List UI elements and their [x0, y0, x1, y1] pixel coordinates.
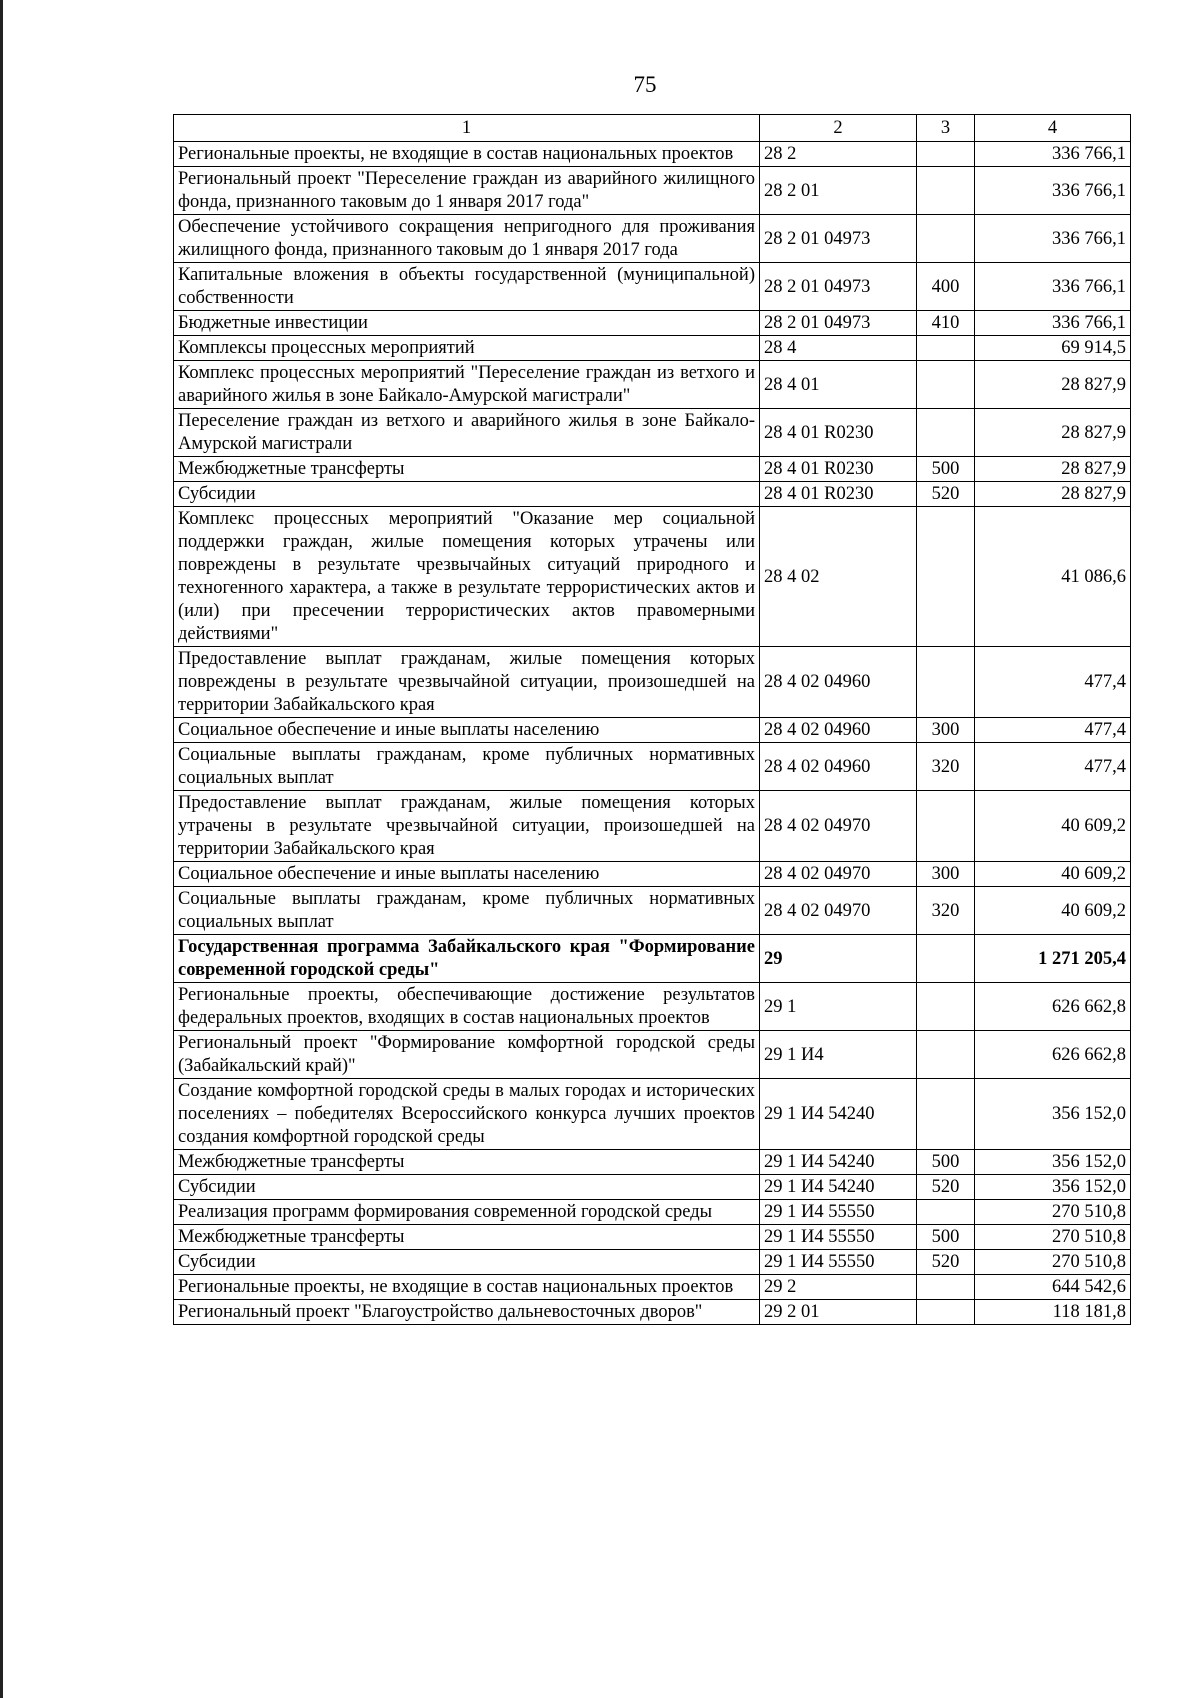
- row-sum-cell: 644 542,6: [975, 1275, 1131, 1300]
- row-code-cell: 28 2 01 04973: [760, 263, 917, 311]
- row-name-cell: Межбюджетные трансферты: [174, 1150, 760, 1175]
- table-row: [174, 482, 1131, 507]
- table-row: [174, 457, 1131, 482]
- row-sum-cell: 1 271 205,4: [975, 935, 1131, 983]
- table-row: [174, 507, 1131, 647]
- row-name-cell: Региональный проект "Переселение граждан из аварийного жилищного фонда, признанного таковым до 1 января 2017 года": [174, 167, 760, 215]
- row-code-cell: 28 2: [760, 142, 917, 167]
- row-expense-type-cell: [917, 1031, 975, 1079]
- row-expense-type-cell: 520: [917, 1250, 975, 1275]
- row-sum-cell: 28 827,9: [975, 482, 1131, 507]
- row-code-cell: 28 4 01 R0230: [760, 482, 917, 507]
- row-expense-type-cell: 320: [917, 743, 975, 791]
- scan-edge-line: [0, 0, 3, 1698]
- table-row: [174, 983, 1131, 1031]
- row-expense-type-cell: 500: [917, 457, 975, 482]
- table-row: [174, 142, 1131, 167]
- row-name-cell: Субсидии: [174, 482, 760, 507]
- row-sum-cell: 356 152,0: [975, 1175, 1131, 1200]
- row-sum-cell: 118 181,8: [975, 1300, 1131, 1325]
- row-sum-cell: 69 914,5: [975, 336, 1131, 361]
- row-name-cell: Социальное обеспечение и иные выплаты населению: [174, 718, 760, 743]
- row-expense-type-cell: [917, 336, 975, 361]
- row-code-cell: 28 4: [760, 336, 917, 361]
- row-sum-cell: 336 766,1: [975, 263, 1131, 311]
- row-code-cell: 29: [760, 935, 917, 983]
- row-name-cell: Обеспечение устойчивого сокращения непригодного для проживания жилищного фонда, признанного таковым до 1 января 2017 года: [174, 215, 760, 263]
- table-body: [174, 142, 1131, 1325]
- row-name-cell: Социальные выплаты гражданам, кроме публичных нормативных социальных выплат: [174, 887, 760, 935]
- row-name-cell: Предоставление выплат гражданам, жилые помещения которых повреждены в результате чрезвычайной ситуации, произошедшей на территории Забайкальского края: [174, 647, 760, 718]
- row-code-cell: 29 1: [760, 983, 917, 1031]
- row-sum-cell: 626 662,8: [975, 1031, 1131, 1079]
- row-name-cell: Межбюджетные трансферты: [174, 457, 760, 482]
- row-expense-type-cell: [917, 409, 975, 457]
- row-name-cell: Социальные выплаты гражданам, кроме публичных нормативных социальных выплат: [174, 743, 760, 791]
- row-code-cell: 28 4 02 04970: [760, 791, 917, 862]
- row-expense-type-cell: [917, 647, 975, 718]
- row-expense-type-cell: [917, 1275, 975, 1300]
- row-sum-cell: 40 609,2: [975, 887, 1131, 935]
- row-expense-type-cell: [917, 1079, 975, 1150]
- row-sum-cell: 626 662,8: [975, 983, 1131, 1031]
- row-sum-cell: 336 766,1: [975, 215, 1131, 263]
- table-row: [174, 409, 1131, 457]
- row-expense-type-cell: 410: [917, 311, 975, 336]
- row-name-cell: Бюджетные инвестиции: [174, 311, 760, 336]
- header-col-2: 2: [760, 115, 917, 142]
- row-name-cell: Капитальные вложения в объекты государственной (муниципальной) собственности: [174, 263, 760, 311]
- table-row: [174, 311, 1131, 336]
- row-sum-cell: 270 510,8: [975, 1225, 1131, 1250]
- header-col-3: 3: [917, 115, 975, 142]
- table-row: [174, 862, 1131, 887]
- table-row: [174, 1225, 1131, 1250]
- row-code-cell: 28 4 02 04960: [760, 743, 917, 791]
- row-code-cell: 28 2 01: [760, 167, 917, 215]
- row-code-cell: 29 2: [760, 1275, 917, 1300]
- row-sum-cell: 40 609,2: [975, 791, 1131, 862]
- row-expense-type-cell: [917, 983, 975, 1031]
- row-code-cell: 29 1 И4 55550: [760, 1200, 917, 1225]
- table-row: [174, 336, 1131, 361]
- row-sum-cell: 28 827,9: [975, 409, 1131, 457]
- row-name-cell: Региональные проекты, не входящие в состав национальных проектов: [174, 1275, 760, 1300]
- table-row: [174, 1150, 1131, 1175]
- row-sum-cell: 336 766,1: [975, 167, 1131, 215]
- row-expense-type-cell: [917, 142, 975, 167]
- row-code-cell: 29 1 И4 54240: [760, 1150, 917, 1175]
- row-code-cell: 28 4 02 04970: [760, 862, 917, 887]
- table-row: [174, 1175, 1131, 1200]
- table-row: [174, 361, 1131, 409]
- row-name-cell: Региональный проект "Формирование комфортной городской среды (Забайкальский край)": [174, 1031, 760, 1079]
- table-row: [174, 215, 1131, 263]
- row-name-cell: Переселение граждан из ветхого и аварийного жилья в зоне Байкало-Амурской магистрали: [174, 409, 760, 457]
- row-name-cell: Реализация программ формирования современной городской среды: [174, 1200, 760, 1225]
- header-col-1: 1: [174, 115, 760, 142]
- row-name-cell: Субсидии: [174, 1175, 760, 1200]
- table-row: [174, 1300, 1131, 1325]
- row-sum-cell: 477,4: [975, 743, 1131, 791]
- row-expense-type-cell: [917, 1300, 975, 1325]
- row-sum-cell: 336 766,1: [975, 311, 1131, 336]
- row-name-cell: Комплекс процессных мероприятий "Переселение граждан из ветхого и аварийного жилья в зоне Байкало-Амурской магистрали": [174, 361, 760, 409]
- table-row: [174, 935, 1131, 983]
- table-row: [174, 1250, 1131, 1275]
- row-expense-type-cell: 520: [917, 482, 975, 507]
- row-name-cell: Предоставление выплат гражданам, жилые помещения которых утрачены в результате чрезвычайной ситуации, произошедшей на территории Забайкальского края: [174, 791, 760, 862]
- table-row: [174, 743, 1131, 791]
- row-code-cell: 28 4 02 04960: [760, 718, 917, 743]
- row-name-cell: Комплексы процессных мероприятий: [174, 336, 760, 361]
- row-sum-cell: 477,4: [975, 647, 1131, 718]
- table-row: [174, 1200, 1131, 1225]
- row-code-cell: 29 1 И4: [760, 1031, 917, 1079]
- row-expense-type-cell: [917, 215, 975, 263]
- table-header-row: [174, 115, 1131, 142]
- row-name-cell: Комплекс процессных мероприятий "Оказание мер социальной поддержки граждан, жилые помещения которых утрачены или повреждены в результате чрезвычайных ситуаций природного и техногенного характера, а также в результате террористических актов и (или) при пресечении террористических актов правомерными действиями": [174, 507, 760, 647]
- row-sum-cell: 336 766,1: [975, 142, 1131, 167]
- row-name-cell: Субсидии: [174, 1250, 760, 1275]
- row-code-cell: 29 1 И4 55550: [760, 1250, 917, 1275]
- table-row: [174, 167, 1131, 215]
- row-sum-cell: 28 827,9: [975, 457, 1131, 482]
- row-name-cell: Региональные проекты, обеспечивающие достижение результатов федеральных проектов, входящих в состав национальных проектов: [174, 983, 760, 1031]
- row-code-cell: 28 2 01 04973: [760, 215, 917, 263]
- row-expense-type-cell: [917, 791, 975, 862]
- table-row: [174, 1031, 1131, 1079]
- table-row: [174, 1275, 1131, 1300]
- table-row: [174, 1079, 1131, 1150]
- row-sum-cell: 477,4: [975, 718, 1131, 743]
- row-code-cell: 29 1 И4 55550: [760, 1225, 917, 1250]
- row-sum-cell: 41 086,6: [975, 507, 1131, 647]
- row-name-cell: Социальное обеспечение и иные выплаты населению: [174, 862, 760, 887]
- row-expense-type-cell: [917, 507, 975, 647]
- header-col-4: 4: [975, 115, 1131, 142]
- row-expense-type-cell: 400: [917, 263, 975, 311]
- row-expense-type-cell: [917, 935, 975, 983]
- row-sum-cell: 270 510,8: [975, 1250, 1131, 1275]
- table-row: [174, 791, 1131, 862]
- table-row: [174, 887, 1131, 935]
- row-expense-type-cell: 300: [917, 718, 975, 743]
- row-name-cell: Создание комфортной городской среды в малых городах и исторических поселениях – победителях Всероссийского конкурса лучших проектов создания комфортной городской среды: [174, 1079, 760, 1150]
- row-code-cell: 28 4 02 04970: [760, 887, 917, 935]
- row-expense-type-cell: 500: [917, 1225, 975, 1250]
- row-code-cell: 29 1 И4 54240: [760, 1079, 917, 1150]
- row-sum-cell: 28 827,9: [975, 361, 1131, 409]
- budget-table: [173, 114, 1131, 1325]
- row-expense-type-cell: 320: [917, 887, 975, 935]
- row-name-cell: Региональные проекты, не входящие в состав национальных проектов: [174, 142, 760, 167]
- row-code-cell: 29 1 И4 54240: [760, 1175, 917, 1200]
- table-row: [174, 718, 1131, 743]
- row-sum-cell: 270 510,8: [975, 1200, 1131, 1225]
- page-number: 75: [633, 72, 657, 97]
- row-expense-type-cell: 520: [917, 1175, 975, 1200]
- row-name-cell: Региональный проект "Благоустройство дальневосточных дворов": [174, 1300, 760, 1325]
- row-code-cell: 28 4 01 R0230: [760, 457, 917, 482]
- row-expense-type-cell: [917, 1200, 975, 1225]
- row-sum-cell: 356 152,0: [975, 1079, 1131, 1150]
- row-name-cell: Межбюджетные трансферты: [174, 1225, 760, 1250]
- row-code-cell: 29 2 01: [760, 1300, 917, 1325]
- row-code-cell: 28 4 01: [760, 361, 917, 409]
- row-expense-type-cell: [917, 361, 975, 409]
- row-code-cell: 28 4 02 04960: [760, 647, 917, 718]
- row-code-cell: 28 2 01 04973: [760, 311, 917, 336]
- table-row: [174, 647, 1131, 718]
- table-row: [174, 263, 1131, 311]
- row-expense-type-cell: [917, 167, 975, 215]
- row-sum-cell: 40 609,2: [975, 862, 1131, 887]
- row-name-cell: Государственная программа Забайкальского края "Формирование современной городской среды": [174, 935, 760, 983]
- row-code-cell: 28 4 01 R0230: [760, 409, 917, 457]
- row-expense-type-cell: 500: [917, 1150, 975, 1175]
- row-sum-cell: 356 152,0: [975, 1150, 1131, 1175]
- row-code-cell: 28 4 02: [760, 507, 917, 647]
- row-expense-type-cell: 300: [917, 862, 975, 887]
